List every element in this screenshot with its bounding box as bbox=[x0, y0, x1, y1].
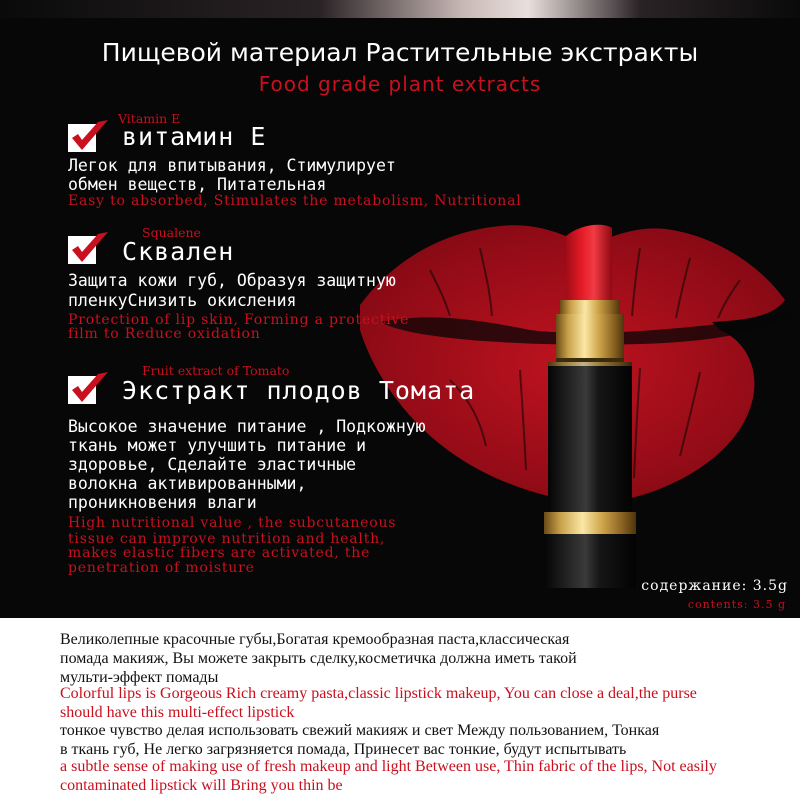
paragraph-1-ru-line-3: мульти-эффект помады bbox=[60, 669, 219, 686]
paragraph-1-en bbox=[60, 684, 780, 722]
paragraph-2-en bbox=[60, 757, 780, 795]
paragraph-1-en-line-2: should have this multi-effect lipstick bbox=[60, 704, 295, 721]
header-title-en: Food grade plant extracts bbox=[258, 72, 542, 96]
paragraph-1-ru bbox=[60, 630, 780, 687]
paragraph-2-ru-line-2: в ткань губ, Не легко загрязняется помада, Принесет вас тонкие, будут испытывать bbox=[60, 741, 627, 758]
feature-3-desc-en-line-3: makes elastic fibers are activated, the bbox=[68, 545, 371, 561]
feature-2-desc-ru-line-1: Защита кожи губ, Образуя защитную bbox=[68, 271, 396, 290]
feature-1-desc-en-line-1: Easy to absorbed, Stimulates the metabolism, Nutritional bbox=[68, 193, 522, 209]
paragraph-1-en-line-1: Colorful lips is Gorgeous Rich creamy pasta,classic lipstick makeup, You can close a deal,the purse bbox=[60, 685, 697, 702]
feature-2-desc-en-line-2: film to Reduce oxidation bbox=[68, 326, 261, 342]
paragraph-1-ru-line-1: Великолепные красочные губы,Богатая кремообразная паста,классическая bbox=[60, 631, 570, 648]
feature-3-desc-ru-line-3: здоровье, Сделайте эластичные bbox=[68, 455, 357, 474]
check-icon bbox=[68, 118, 112, 156]
feature-3-desc-en-line-4: penetration of moisture bbox=[68, 560, 255, 576]
feature-2-desc-en-line-1: Protection of lip skin, Forming a protective bbox=[68, 312, 410, 328]
feature-1-desc-ru-line-1: Легок для впитывания, Стимулирует bbox=[68, 156, 396, 175]
paragraph-1-ru-line-2: помада макияж, Вы можете закрыть сделку,косметичка должна иметь такой bbox=[60, 650, 577, 667]
feature-1-small-en: Vitamin E bbox=[118, 111, 181, 126]
feature-1-desc-ru-line-2: обмен веществ, Питательная bbox=[68, 175, 327, 194]
content-label-ru: содержание: 3.5g bbox=[641, 578, 788, 594]
header-title-ru: Пищевой материал Растительные экстракты bbox=[101, 38, 699, 67]
feature-3-desc-ru-line-2: ткань может улучшить питание и bbox=[68, 436, 367, 455]
paragraph-2-ru bbox=[60, 721, 780, 759]
feature-3-desc-ru-line-5: проникновения влаги bbox=[68, 493, 257, 512]
check-icon bbox=[68, 370, 112, 408]
feature-3-desc-ru-line-4: волокна активированными, bbox=[68, 474, 307, 493]
paragraph-2-ru-line-1: тонкое чувство делая использовать свежий макияж и свет Между пользованием, Тонкая bbox=[60, 722, 660, 739]
feature-3-small-en: Fruit extract of Tomato bbox=[142, 363, 290, 378]
feature-2-small-en: Squalene bbox=[142, 225, 201, 240]
feature-3-desc-ru-line-1: Высокое значение питание , Подкожную bbox=[68, 417, 426, 436]
content-label-en: contents: 3.5 g bbox=[687, 598, 786, 611]
feature-3-desc-en-line-2: tissue can improve nutrition and health, bbox=[68, 531, 386, 547]
paragraph-2-en-line-1: a subtle sense of making use of fresh makeup and light Between use, Thin fabric of the lips, Not easily bbox=[60, 758, 717, 775]
feature-2-desc-ru-line-2: пленкуСнизить окисления bbox=[68, 291, 297, 310]
feature-1-title-ru: витамин Е bbox=[122, 122, 267, 151]
feature-3-desc-en-line-1: High nutritional value , the subcutaneous bbox=[68, 515, 397, 531]
feature-2-title-ru: Сквален bbox=[122, 237, 235, 266]
paragraph-2-en-line-2: contaminated lipstick will Bring you thin be bbox=[60, 777, 343, 794]
feature-3-title-ru: Экстракт плодов Томата bbox=[122, 376, 476, 405]
check-icon bbox=[68, 230, 112, 268]
